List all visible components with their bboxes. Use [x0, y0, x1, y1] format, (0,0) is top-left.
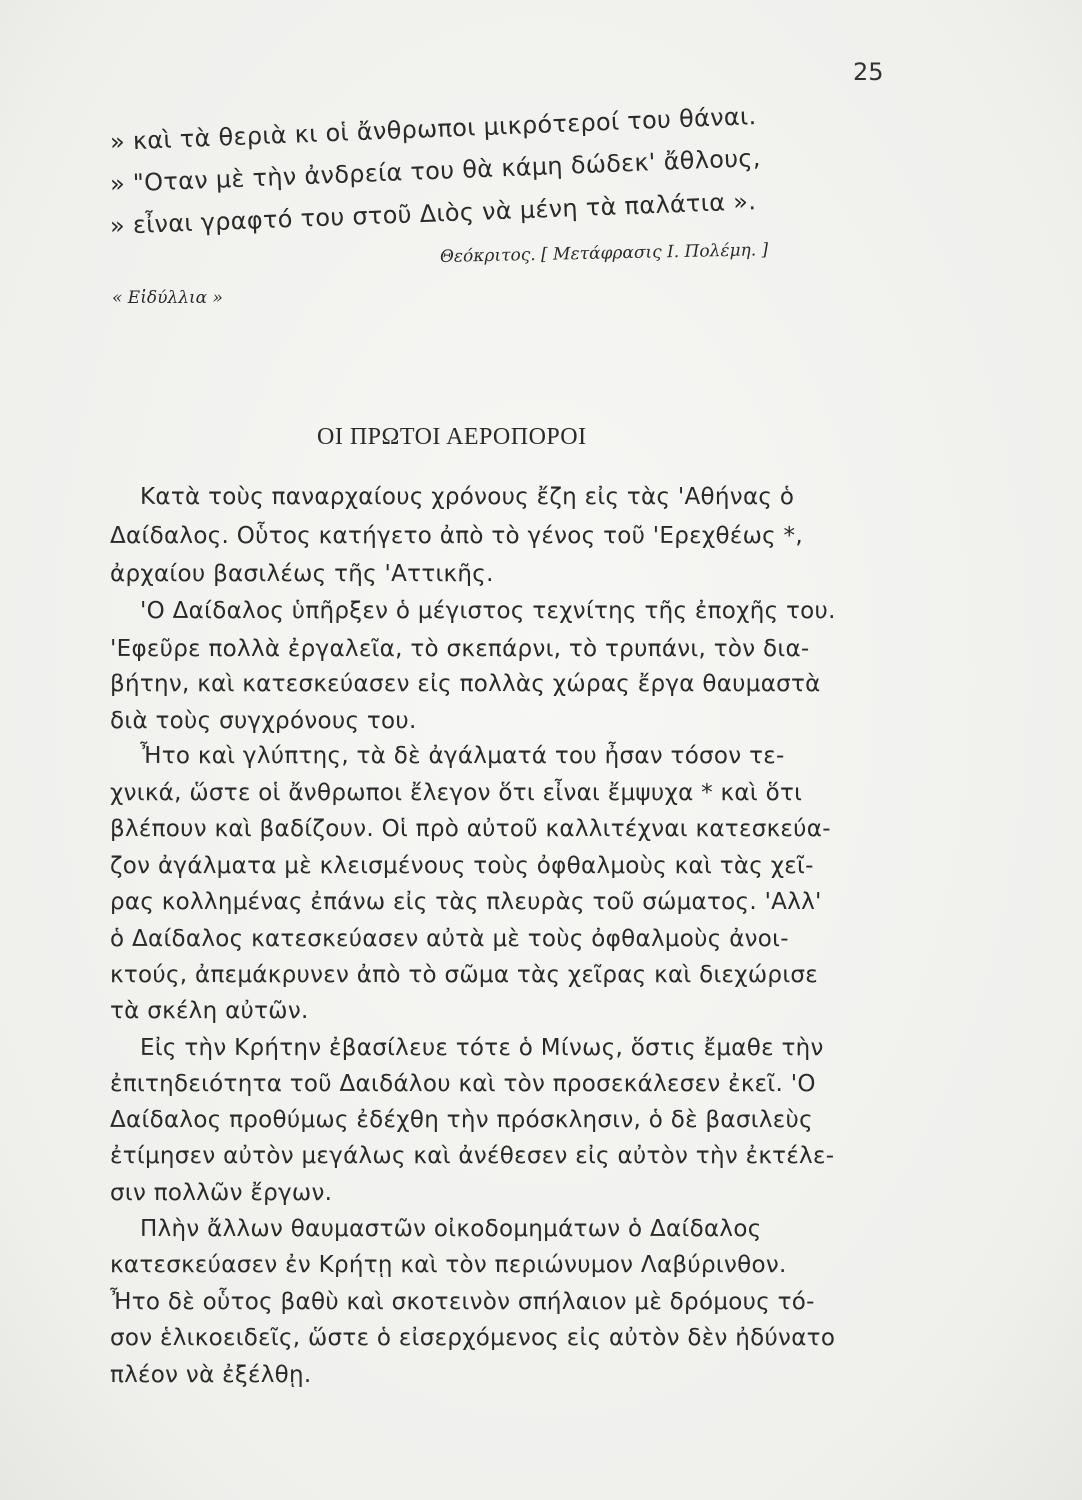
body-line: ἐτίμησεν αὐτὸν μεγάλως καὶ ἀνέθεσεν εἰς αὐτὸν τὴν ἐκτέλε-: [110, 1143, 835, 1169]
body-line: βλέπουν καὶ βαδίζουν. Οἱ πρὸ αὐτοῦ καλλιτέχναι κατεσκεύα-: [110, 816, 831, 842]
body-line: ζον ἀγάλματα μὲ κλεισμένους τοὺς ὀφθαλμοὺς καὶ τὰς χεῖ-: [110, 853, 814, 879]
body-line: ὁ Δαίδαλος κατεσκεύασεν αὐτὰ μὲ τοὺς ὀφθαλμοὺς ἀνοι-: [110, 926, 789, 952]
body-line: Ἦτο καὶ γλύπτης, τὰ δὲ ἀγάλματά του ἦσαν τόσον τε-: [140, 743, 785, 769]
poem-attribution: Θεόκριτος. [ Μετάφρασις Ι. Πολέμη. ]: [439, 240, 769, 267]
poem-source: « Εἰδύλλια »: [112, 288, 223, 308]
body-line: σιν πολλῶν ἔργων.: [110, 1180, 333, 1206]
body-line: Ἦτο δὲ οὗτος βαθὺ καὶ σκοτεινὸν σπήλαιον μὲ δρόμους τό-: [110, 1289, 815, 1315]
body-line: Κατὰ τοὺς παναρχαίους χρόνους ἔζη εἰς τὰς 'Αθήνας ὁ: [140, 484, 795, 510]
body-line: ἀρχαίου βασιλέως τῆς 'Αττικῆς.: [110, 561, 494, 587]
body-line: Δαίδαλος προθύμως ἐδέχθη τὴν πρόσκλησιν, ὁ δὲ βασιλεὺς: [110, 1107, 813, 1133]
body-line: χνικά, ὥστε οἱ ἄνθρωποι ἔλεγον ὅτι εἶναι ἔμψυχα * καὶ ὅτι: [110, 780, 803, 806]
body-line: κτούς, ἀπεμάκρυνεν ἀπὸ τὸ σῶμα τὰς χεῖρας καὶ διεχώρισε: [110, 962, 819, 988]
body-line: 'Ο Δαίδαλος ὑπῆρξεν ὁ μέγιστος τεχνίτης τῆς ἐποχῆς του.: [140, 598, 836, 624]
body-line: Πλὴν ἄλλων θαυμαστῶν οἰκοδομημάτων ὁ Δαίδαλος: [140, 1216, 762, 1242]
verse-line-3: » εἶναι γραφτό του στοῦ Διὸς νὰ μένη τὰ παλάτια ».: [109, 187, 757, 240]
chapter-title: ΟΙ ΠΡΩΤΟΙ ΑΕΡΟΠΟΡΟΙ: [317, 424, 587, 450]
page-number: 25: [853, 58, 884, 86]
body-line: κατεσκεύασεν ἐν Κρήτῃ καὶ τὸν περιώνυμον Λαβύρινθον.: [110, 1252, 787, 1278]
verse-line-1: » καὶ τὰ θεριὰ κι οἱ ἄνθρωποι μικρότεροί του θάναι.: [109, 102, 757, 156]
body-line: 'Εφεῦρε πολλὰ ἐργαλεῖα, τὸ σκεπάρνι, τὸ τρυπάνι, τὸν δια-: [110, 636, 810, 662]
body-line: Δαίδαλος. Οὗτος κατήγετο ἀπὸ τὸ γένος τοῦ 'Ερεχθέως *,: [110, 523, 803, 549]
body-line: πλέον νὰ ἐξέλθῃ.: [110, 1362, 312, 1388]
body-line: βήτην, καὶ κατεσκεύασεν εἰς πολλὰς χώρας ἔργα θαυμαστὰ: [110, 671, 821, 697]
body-line: σον ἑλικοειδεῖς, ὥστε ὁ εἰσερχόμενος εἰς αὐτὸν δὲν ἠδύνατο: [110, 1325, 836, 1351]
body-line: Εἰς τὴν Κρήτην ἐβασίλευε τότε ὁ Μίνως, ὅστις ἔμαθε τὴν: [140, 1035, 824, 1061]
body-line: ἐπιτηδειότητα τοῦ Δαιδάλου καὶ τὸν προσεκάλεσεν ἐκεῖ. 'Ο: [110, 1071, 816, 1097]
body-line: ρας κολλημένας ἐπάνω εἰς τὰς πλευρὰς τοῦ σώματος. 'Αλλ': [110, 889, 822, 915]
verse-line-2: » "Οταν μὲ τὴν ἀνδρεία του θὰ κάμη δώδεκ' ἄθλους,: [109, 143, 762, 198]
body-line: τὰ σκέλη αὐτῶν.: [110, 998, 309, 1024]
body-line: διὰ τοὺς συγχρόνους του.: [110, 708, 417, 734]
